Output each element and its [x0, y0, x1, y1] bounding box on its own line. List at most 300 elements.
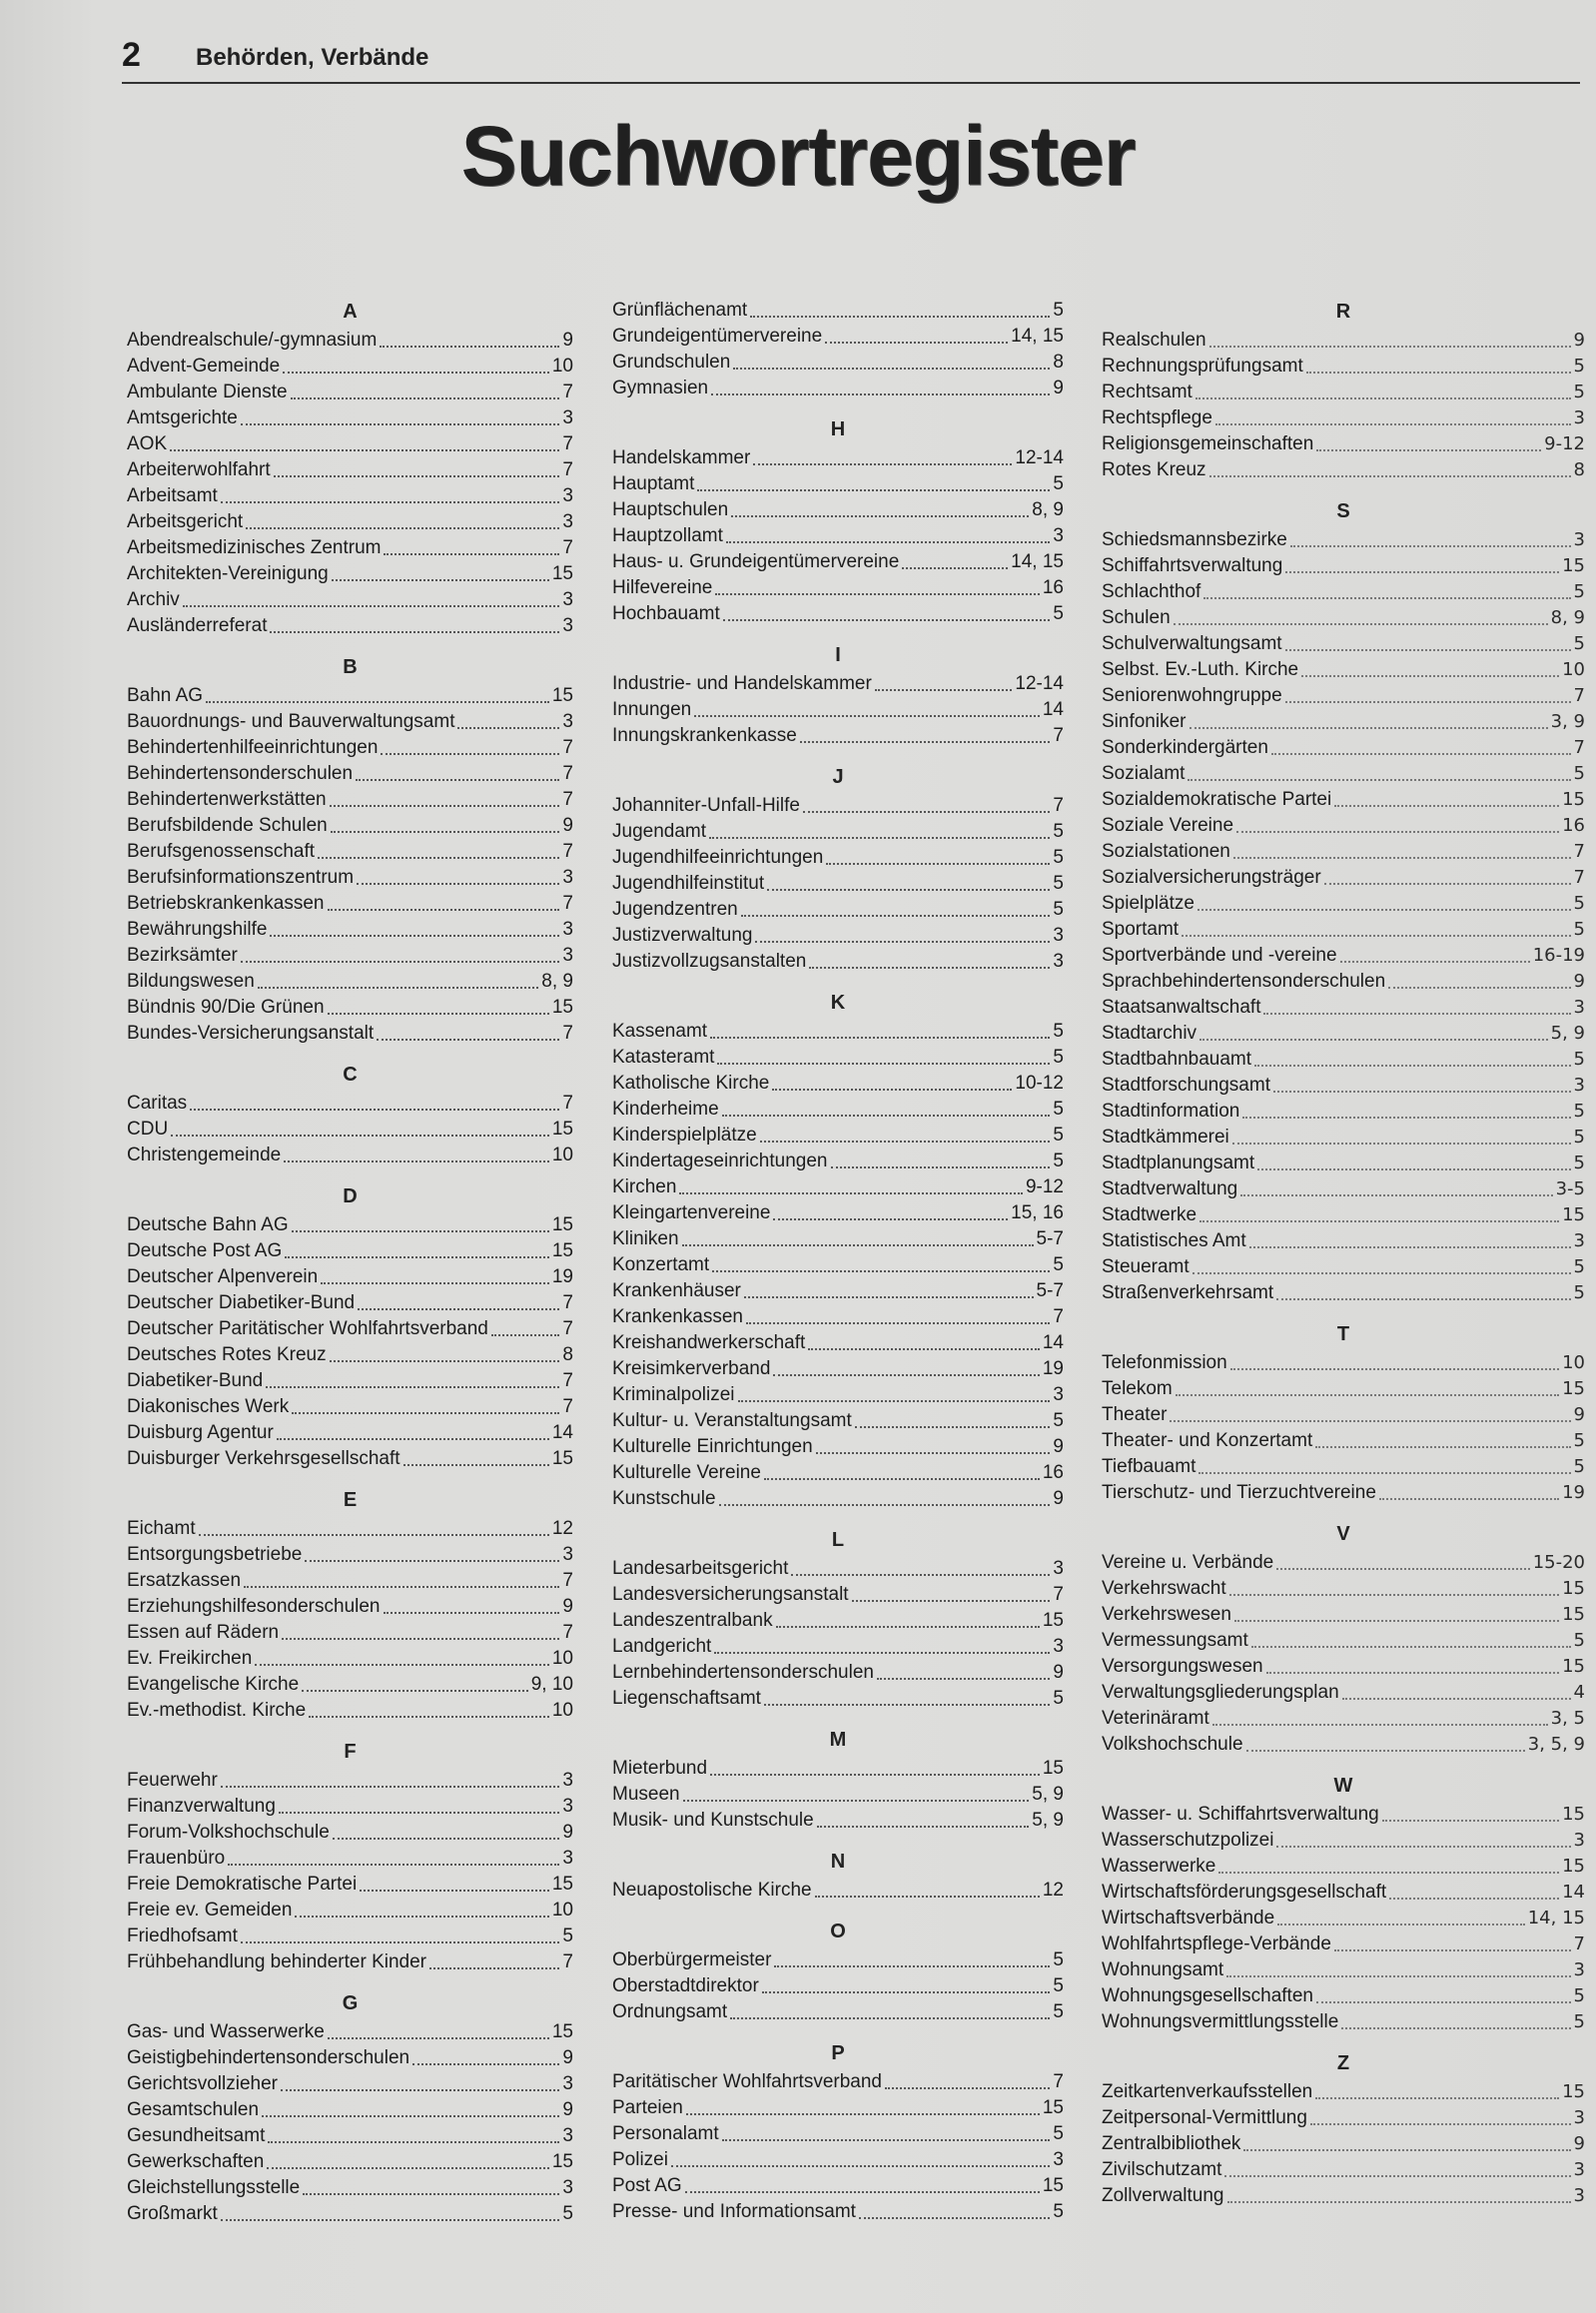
entry-pages: 8, 9	[541, 971, 573, 992]
entry-pages: 7	[562, 433, 573, 454]
index-entry	[127, 917, 573, 943]
entry-pages: 15	[551, 563, 573, 584]
entry-pages: 5	[1053, 1047, 1064, 1068]
entry-name: Caritas	[127, 1093, 188, 1114]
entry-name: Stadtinformation	[1102, 1101, 1240, 1122]
dot-leader	[412, 2063, 559, 2065]
dot-leader	[815, 1896, 1040, 1898]
index-entry	[612, 549, 1064, 575]
entry-name: Duisburger Verkehrsgesellschaft	[127, 1448, 400, 1469]
entry-pages: 5-7	[1036, 1280, 1064, 1301]
dot-leader	[1242, 1117, 1570, 1119]
index-entry	[1102, 1402, 1585, 1428]
dot-leader	[267, 2167, 549, 2169]
entry-name: Stadtbahnbauamt	[1102, 1049, 1252, 1070]
entry-name: Neuapostolische Kirche	[612, 1880, 812, 1901]
index-entry	[612, 1097, 1064, 1123]
entry-name: Sportamt	[1102, 919, 1180, 940]
entry-name: Wohnungsgesellschaften	[1102, 1985, 1313, 2006]
index-entry	[612, 819, 1064, 845]
dot-leader	[328, 2037, 549, 2039]
index-entry	[1102, 1931, 1585, 1957]
entry-pages: 3	[1573, 997, 1585, 1018]
index-entry	[612, 1434, 1064, 1460]
entry-pages: 12-14	[1015, 447, 1064, 468]
dot-leader	[358, 1308, 559, 1310]
index-entry	[1102, 943, 1585, 969]
entry-name: Kirchen	[612, 1176, 677, 1197]
entry-name: Gesamtschulen	[127, 2099, 260, 2120]
entry-pages: 15	[1562, 1204, 1585, 1225]
dot-leader	[1209, 475, 1571, 477]
entry-name: Selbst. Ev.-Luth. Kirche	[1102, 659, 1299, 680]
entry-pages: 3, 9	[1550, 711, 1585, 732]
entry-name: Innungen	[612, 699, 692, 720]
dot-leader	[714, 1652, 1050, 1654]
dot-leader	[1341, 2027, 1570, 2029]
entry-name: Arbeitsmedizinisches Zentrum	[127, 537, 382, 558]
entry-pages: 9-12	[1544, 433, 1585, 454]
entry-pages: 16	[1042, 1462, 1064, 1483]
entry-name: Feuerwehr	[127, 1770, 218, 1791]
index-letter-heading: Z	[1336, 2052, 1350, 2074]
entry-pages: 5	[1053, 1099, 1064, 1120]
dot-leader	[384, 1612, 560, 1614]
index-group	[612, 1848, 1064, 1904]
index-entry	[612, 1756, 1064, 1782]
entry-name: Friedhofsamt	[127, 1926, 238, 1946]
index-entry	[1102, 1550, 1585, 1576]
dot-leader	[1227, 2201, 1571, 2203]
dot-leader	[1342, 1698, 1571, 1700]
entry-pages: 3	[562, 1544, 573, 1565]
entry-pages: 9	[562, 2047, 573, 2068]
index-entry	[127, 1646, 573, 1672]
index-entry	[612, 2199, 1064, 2225]
entry-pages: 15	[551, 1448, 573, 1469]
entry-name: Sozialdemokratische Partei	[1102, 789, 1332, 810]
dot-leader	[1243, 2149, 1570, 2151]
dot-leader	[284, 1160, 549, 1162]
entry-pages: 3	[1573, 1230, 1585, 1251]
entry-pages: 4	[1573, 1682, 1585, 1703]
entry-name: Hauptschulen	[612, 499, 729, 520]
entry-pages: 7	[562, 1023, 573, 1044]
entry-pages: 5	[1573, 1456, 1585, 1477]
entry-name: Forum-Volkshochschule	[127, 1822, 330, 1843]
entry-pages: 15-20	[1532, 1552, 1585, 1573]
index-letter-heading: P	[831, 2042, 845, 2064]
dot-leader	[1388, 987, 1570, 989]
entry-pages: 12	[1042, 1880, 1064, 1901]
dot-leader	[764, 1478, 1040, 1480]
entry-name: Christengemeinde	[127, 1145, 282, 1165]
dot-leader	[1212, 1724, 1548, 1726]
dot-leader	[1190, 727, 1548, 729]
page-header	[122, 36, 1580, 84]
entry-name: Bündnis 90/Die Grünen	[127, 997, 325, 1018]
index-entry	[127, 1924, 573, 1949]
entry-pages: 10	[551, 1648, 573, 1669]
entry-name: Parteien	[612, 2097, 683, 2118]
entry-name: Bildungswesen	[127, 971, 255, 992]
index-entry	[612, 2121, 1064, 2147]
entry-name: Finanzverwaltung	[127, 1796, 276, 1817]
dot-leader	[800, 741, 1051, 743]
dot-leader	[380, 346, 559, 348]
entry-pages: 9-12	[1025, 1176, 1064, 1197]
entry-name: Arbeitsgericht	[127, 511, 244, 532]
index-entry	[127, 1872, 573, 1898]
dot-leader	[357, 883, 559, 885]
entry-pages: 7	[562, 1396, 573, 1417]
index-entry	[127, 1212, 573, 1238]
index-entry	[1102, 457, 1585, 483]
index-entry	[1102, 1880, 1585, 1906]
entry-name: Handelskammer	[612, 447, 751, 468]
entry-pages: 5	[1573, 1430, 1585, 1451]
dot-leader	[241, 1941, 560, 1943]
entry-pages: 3	[1053, 525, 1064, 546]
index-group	[127, 1738, 573, 1975]
index-entry	[612, 1608, 1064, 1634]
entry-name: AOK	[127, 433, 168, 454]
entry-pages: 3	[562, 1770, 573, 1791]
index-entry	[127, 457, 573, 483]
dot-leader	[1224, 2175, 1570, 2177]
entry-name: Lernbehindertensonderschulen	[612, 1662, 874, 1683]
dot-leader	[1315, 1446, 1570, 1448]
entry-name: Theater- und Konzertamt	[1102, 1430, 1313, 1451]
entry-pages: 5	[1573, 893, 1585, 914]
entry-name: Staatsanwaltschaft	[1102, 997, 1261, 1018]
entry-pages: 9	[562, 815, 573, 836]
entry-name: Kliniken	[612, 1228, 679, 1249]
entry-pages: 12-14	[1015, 673, 1064, 694]
entry-pages: 10	[1562, 659, 1585, 680]
index-entry	[127, 1368, 573, 1394]
index-letter-heading: K	[830, 992, 846, 1014]
entry-pages: 8	[562, 1344, 573, 1365]
index-group	[612, 2039, 1064, 2225]
dot-leader	[712, 1270, 1050, 1272]
entry-pages: 15	[551, 1240, 573, 1261]
entry-name: Kindertageseinrichtungen	[612, 1151, 828, 1171]
dot-leader	[262, 2115, 559, 2117]
entry-pages: 15	[1562, 1578, 1585, 1599]
dot-leader	[1285, 649, 1571, 651]
dot-leader	[791, 1574, 1050, 1576]
index-entry	[1102, 787, 1585, 813]
entry-pages: 7	[1053, 1584, 1064, 1605]
index-entry	[1102, 2183, 1585, 2209]
dot-leader	[221, 2219, 560, 2221]
index-group	[1102, 2049, 1585, 2209]
dot-leader	[246, 527, 559, 529]
index-entry	[1102, 553, 1585, 579]
entry-name: Rechtspflege	[1102, 407, 1212, 428]
entry-pages: 7	[562, 459, 573, 480]
index-entry	[612, 1149, 1064, 1174]
index-entry	[1102, 354, 1585, 380]
index-entry	[1102, 969, 1585, 995]
entry-pages: 3	[562, 711, 573, 732]
dot-leader	[816, 1452, 1051, 1454]
dot-leader	[1306, 372, 1571, 374]
entry-name: Entsorgungsbetriebe	[127, 1544, 303, 1565]
index-group	[1102, 1772, 1585, 2035]
index-entry	[127, 709, 573, 735]
entry-name: Verkehrswesen	[1102, 1604, 1231, 1625]
entry-name: Ordnungsamt	[612, 2001, 728, 2022]
index-group	[1102, 497, 1585, 1306]
index-entry	[1102, 380, 1585, 405]
entry-pages: 5	[1573, 1282, 1585, 1303]
index-group	[612, 1726, 1064, 1834]
index-entry	[612, 723, 1064, 749]
index-entry	[127, 1264, 573, 1290]
entry-name: Deutsche Bahn AG	[127, 1214, 289, 1235]
entry-name: Wohlfahrtspflege-Verbände	[1102, 1933, 1331, 1954]
entry-pages: 3	[1573, 2107, 1585, 2128]
index-entry	[127, 613, 573, 639]
entry-pages: 15	[551, 1119, 573, 1140]
entry-pages: 5	[1573, 382, 1585, 402]
entry-pages: 3	[1573, 2185, 1585, 2206]
dot-leader	[803, 811, 1050, 813]
dot-leader	[733, 368, 1050, 370]
entry-pages: 7	[562, 763, 573, 784]
entry-pages: 10	[551, 1900, 573, 1921]
index-entry	[612, 897, 1064, 923]
entry-pages: 15	[551, 997, 573, 1018]
index-letter-heading: T	[1336, 1323, 1350, 1345]
entry-pages: 3	[562, 945, 573, 966]
entry-name: Gewerkschaften	[127, 2151, 265, 2172]
index-entry	[1102, 917, 1585, 943]
index-entry	[127, 839, 573, 865]
entry-name: Bauordnungs- und Bauverwaltungsamt	[127, 711, 455, 732]
index-entry	[612, 2095, 1064, 2121]
dot-leader	[1276, 1298, 1570, 1300]
index-entry	[1102, 1254, 1585, 1280]
entry-pages: 15	[1562, 2081, 1585, 2102]
entry-name: Arbeitsamt	[127, 485, 218, 506]
entry-name: Ersatzkassen	[127, 1570, 242, 1591]
dot-leader	[764, 1704, 1051, 1706]
index-entry	[612, 1973, 1064, 1999]
dot-leader	[291, 397, 560, 399]
index-entry	[127, 761, 573, 787]
entry-name: Eichamt	[127, 1518, 196, 1539]
entry-pages: 10	[551, 1700, 573, 1721]
index-letter-heading: R	[1335, 301, 1351, 323]
entry-pages: 10	[551, 1145, 573, 1165]
index-entry	[612, 1356, 1064, 1382]
entry-name: Zeitpersonal-Vermittlung	[1102, 2107, 1307, 2128]
dot-leader	[1196, 397, 1571, 399]
index-group	[612, 1918, 1064, 2025]
entry-pages: 15	[551, 2021, 573, 2042]
entry-pages: 3	[562, 615, 573, 636]
index-entry	[612, 845, 1064, 871]
dot-leader	[683, 1800, 1030, 1802]
dot-leader	[738, 1400, 1051, 1402]
index-entry	[612, 923, 1064, 949]
entry-name: Kunstschule	[612, 1488, 716, 1509]
index-entry	[612, 1556, 1064, 1582]
entry-name: Kassenamt	[612, 1021, 708, 1042]
index-entry	[127, 380, 573, 405]
index-entry	[127, 995, 573, 1021]
entry-pages: 5	[1053, 2001, 1064, 2022]
index-entry	[1102, 1802, 1585, 1828]
index-entry	[127, 561, 573, 587]
dot-leader	[715, 593, 1040, 595]
entry-name: Bezirksämter	[127, 945, 238, 966]
entry-name: Post AG	[612, 2175, 682, 2196]
entry-name: Jugendamt	[612, 821, 707, 842]
entry-name: Hochbauamt	[612, 603, 720, 624]
entry-pages: 5	[1573, 763, 1585, 784]
dot-leader	[1209, 346, 1571, 348]
entry-name: Gesundheitsamt	[127, 2125, 266, 2146]
entry-pages: 15	[551, 2151, 573, 2172]
dot-leader	[318, 857, 559, 859]
page-number: 2	[122, 36, 141, 74]
index-entry	[1102, 1454, 1585, 1480]
dot-leader	[190, 1109, 559, 1111]
index-entry	[1102, 1680, 1585, 1706]
index-entry	[612, 471, 1064, 497]
dot-leader	[1174, 623, 1548, 625]
entry-pages: 3	[1573, 529, 1585, 550]
index-entry	[1102, 405, 1585, 431]
entry-name: Gymnasien	[612, 378, 709, 398]
entry-pages: 5	[1053, 1975, 1064, 1996]
dot-leader	[302, 1690, 528, 1692]
index-entry	[612, 793, 1064, 819]
index-entry	[612, 2173, 1064, 2199]
dot-leader	[1199, 1220, 1559, 1222]
entry-name: Straßenverkehrsamt	[1102, 1282, 1274, 1303]
entry-pages: 3	[562, 589, 573, 610]
entry-pages: 7	[1573, 1933, 1585, 1954]
entry-name: Steueramt	[1102, 1256, 1190, 1277]
entry-pages: 7	[1573, 685, 1585, 706]
dot-leader	[274, 475, 560, 477]
entry-name: Krankenhäuser	[612, 1280, 741, 1301]
dot-leader	[1246, 1750, 1525, 1752]
entry-name: Sportverbände und -vereine	[1102, 945, 1337, 966]
entry-name: Berufsinformationszentrum	[127, 867, 355, 888]
index-entry	[1102, 1602, 1585, 1628]
dot-leader	[1170, 1420, 1570, 1422]
index-letter-heading: J	[832, 766, 844, 788]
entry-name: Grünflächenamt	[612, 300, 748, 321]
index-entry	[1102, 1854, 1585, 1880]
dot-leader	[719, 1504, 1051, 1506]
entry-name: CDU	[127, 1119, 169, 1140]
index-entry	[612, 1174, 1064, 1200]
dot-leader	[292, 1412, 559, 1414]
index-entry	[1102, 1073, 1585, 1099]
entry-name: Landeszentralbank	[612, 1610, 773, 1631]
entry-pages: 3	[562, 867, 573, 888]
index-entry	[1102, 431, 1585, 457]
entry-pages: 7	[562, 789, 573, 810]
entry-pages: 3, 5, 9	[1527, 1734, 1585, 1755]
index-entry	[127, 2175, 573, 2201]
index-entry	[127, 2019, 573, 2045]
index-entry	[1102, 2009, 1585, 2035]
dot-leader	[726, 541, 1051, 543]
entry-pages: 9	[1573, 971, 1585, 992]
dot-leader	[831, 1166, 1051, 1168]
entry-name: Schulverwaltungsamt	[1102, 633, 1282, 654]
entry-name: Deutscher Paritätischer Wohlfahrtsverband	[127, 1318, 488, 1339]
index-entry	[1102, 1828, 1585, 1854]
index-entry	[1102, 813, 1585, 839]
entry-pages: 7	[1573, 841, 1585, 862]
entry-pages: 14	[551, 1422, 573, 1443]
entry-pages: 3, 5	[1550, 1708, 1585, 1729]
index-entry	[612, 2069, 1064, 2095]
entry-pages: 5	[1573, 356, 1585, 377]
entry-pages: 3	[562, 2177, 573, 2198]
entry-name: Grundschulen	[612, 352, 731, 373]
dot-leader	[377, 1039, 559, 1041]
entry-name: Justizvollzugsanstalten	[612, 951, 807, 972]
dot-leader	[491, 1334, 560, 1336]
index-entry	[612, 350, 1064, 376]
index-entry	[612, 1686, 1064, 1712]
entry-pages: 5	[1573, 1049, 1585, 1070]
index-entry	[1102, 631, 1585, 657]
entry-pages: 10-12	[1015, 1073, 1064, 1094]
entry-name: Diabetiker-Bund	[127, 1370, 264, 1391]
entry-pages: 8, 9	[1032, 499, 1064, 520]
entry-name: Stadtarchiv	[1102, 1023, 1197, 1044]
dot-leader	[330, 1360, 560, 1362]
entry-name: Frühbehandlung behinderter Kinder	[127, 1951, 426, 1972]
index-entry	[127, 1620, 573, 1646]
entry-name: Advent-Gemeinde	[127, 356, 281, 377]
entry-pages: 15, 16	[1011, 1202, 1064, 1223]
index-entry	[127, 787, 573, 813]
dot-leader	[321, 1282, 549, 1284]
entry-pages: 9	[1573, 2133, 1585, 2154]
entry-name: Museen	[612, 1784, 680, 1805]
entry-name: Religionsgemeinschaften	[1102, 433, 1314, 454]
dot-leader	[270, 935, 559, 937]
entry-name: Archiv	[127, 589, 180, 610]
entry-pages: 3	[1053, 925, 1064, 946]
dot-leader	[381, 753, 559, 755]
dot-leader	[1266, 1672, 1559, 1674]
entry-pages: 5	[1053, 603, 1064, 624]
index-entry	[127, 1949, 573, 1975]
entry-pages: 3	[1573, 1075, 1585, 1096]
entry-name: Jugendhilfeeinrichtungen	[612, 847, 824, 868]
dot-leader	[710, 1037, 1050, 1039]
index-group	[612, 763, 1064, 975]
index-letter-heading: N	[830, 1851, 846, 1873]
entry-pages: 9	[562, 330, 573, 351]
dot-leader	[356, 779, 559, 781]
index-entry	[612, 1947, 1064, 1973]
index-entry	[127, 1698, 573, 1724]
